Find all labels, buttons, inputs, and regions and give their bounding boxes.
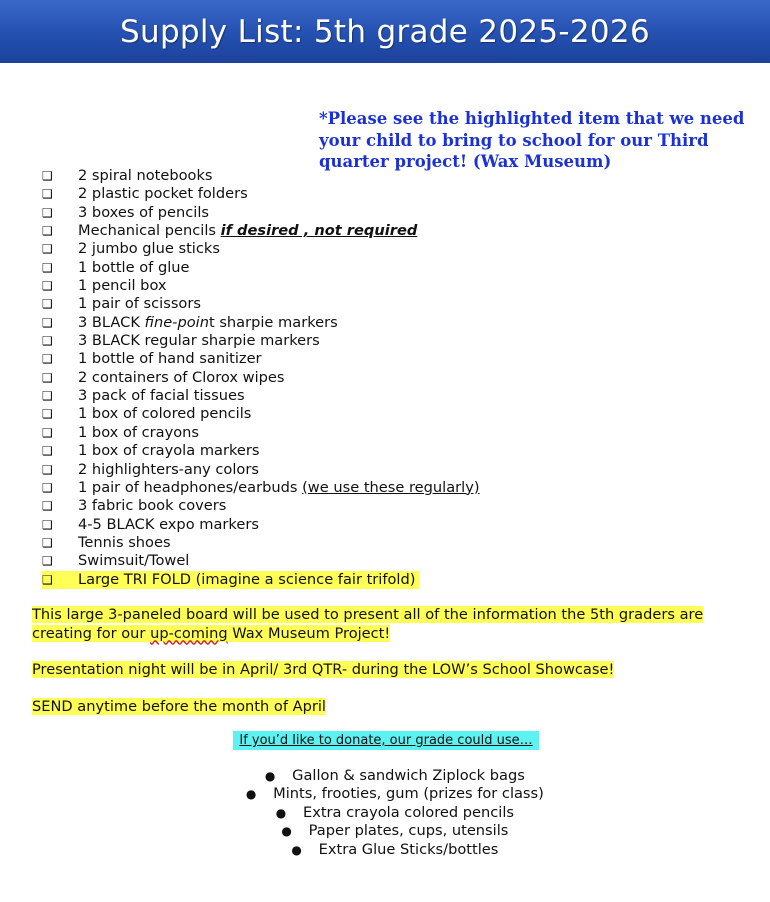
checkbox-icon: ❑: [42, 260, 53, 275]
checkbox-icon: ❑: [42, 169, 53, 183]
supply-item: [42, 185, 480, 203]
supply-item: [42, 350, 480, 368]
checkbox-icon: ❑: [42, 535, 53, 550]
bullet-icon: ●: [291, 842, 302, 857]
supply-item-label: Swimsuit/Towel: [78, 552, 190, 570]
highlight-note: *Please see the highlighted item that we need your child to bring to school for our Third quarter project! (Wax Museum): [319, 109, 745, 171]
supply-item: [42, 295, 480, 313]
supply-item: [42, 424, 480, 442]
supply-item: [42, 240, 480, 258]
supply-item: [42, 167, 480, 185]
supply-item: [42, 516, 480, 534]
presentation-night: Presentation night will be in April/ 3rd QTR- during the LOW’s School Showcase!: [32, 661, 615, 678]
donation-item: ● Gallon & sandwich Ziplock bags: [0, 767, 770, 785]
donate-heading: If you’d like to donate, our grade could use…: [233, 731, 539, 750]
supply-item-label: 3 fabric book covers: [78, 497, 227, 515]
supply-item-label: 3 BLACK regular sharpie markers: [78, 332, 320, 350]
supply-checklist: [42, 167, 480, 589]
supply-item: [42, 571, 419, 589]
checkbox-icon: ❑: [42, 279, 53, 294]
supply-item: [42, 552, 480, 570]
checkbox-icon: ❑: [42, 389, 53, 404]
supply-item: [42, 387, 480, 405]
supply-item: [42, 204, 480, 222]
supply-item-label: 3 pack of facial tissues: [78, 387, 245, 405]
supply-item: [42, 405, 480, 423]
supply-item: [42, 497, 480, 515]
supply-item-label: 1 pair of headphones/earbuds: [78, 478, 303, 496]
supply-item-label: 2 jumbo glue sticks: [78, 240, 220, 258]
usage-note: (we use these regularly): [302, 478, 480, 496]
supply-item: [42, 442, 480, 460]
checkbox-icon: ❑: [42, 407, 53, 422]
project-description: This large 3-paneled board will be used to present all of the information the 5th graders are creating for our up-coming Wax Museum Project!: [32, 606, 704, 642]
checkbox-icon: ❑: [42, 205, 53, 220]
checkbox-icon: ❑: [42, 554, 53, 569]
supply-item: [42, 277, 480, 295]
supply-item: [42, 332, 480, 350]
supply-item-label: 2 highlighters-any colors: [78, 460, 259, 478]
checkbox-icon: ❑: [42, 462, 53, 477]
supply-item: [42, 461, 480, 479]
checkbox-icon: ❑: [42, 187, 53, 202]
supply-item: [42, 259, 480, 277]
checkbox-icon: ❑: [42, 572, 53, 587]
checkbox-icon: ❑: [42, 425, 53, 440]
supply-item: ❑ 3 BLACK fine-point sharpie markers: [42, 313, 338, 331]
supply-item-label: 1 pencil box: [78, 277, 167, 295]
supply-item-label: 3 boxes of pencils: [78, 203, 210, 221]
checkbox-icon: ❑: [42, 224, 53, 239]
supply-item: [42, 479, 480, 497]
supply-item-label: Large TRI FOLD (imagine a science fair trifold): [78, 570, 416, 588]
donation-list: [0, 767, 770, 859]
supply-item-label: 1 box of colored pencils: [78, 405, 252, 423]
supply-item-label: 1 bottle of hand sanitizer: [78, 350, 262, 368]
bullet-icon: ●: [275, 805, 287, 820]
supply-item: [42, 369, 480, 387]
supply-item: [42, 534, 480, 552]
supply-item-label: 1 box of crayons: [78, 423, 200, 441]
checkbox-icon: ❑: [42, 242, 53, 257]
bullet-icon: ●: [264, 769, 276, 783]
supply-item-label: Tennis shoes: [78, 533, 171, 551]
checkbox-icon: ❑: [42, 352, 53, 367]
checkbox-icon: ❑: [42, 480, 53, 495]
checkbox-icon: ❑: [42, 499, 53, 514]
spellcheck-word: up-coming: [150, 624, 228, 642]
checkbox-icon: ❑: [42, 297, 53, 312]
supply-item-label: Mechanical pencils: [78, 222, 221, 240]
supply-item-label: t sharpie markers: [208, 313, 338, 331]
supply-item-label: 1 box of crayola markers: [78, 442, 260, 460]
supply-item-label: 2 plastic pocket folders: [78, 185, 248, 203]
donation-item: ● Extra crayola colored pencils: [0, 804, 770, 822]
checkbox-icon: ❑: [42, 444, 53, 459]
donation-item: ● Mints, frooties, gum (prizes for class): [0, 785, 770, 803]
bullet-icon: ●: [245, 787, 257, 802]
page-title: Supply List: 5th grade 2025-2026: [120, 13, 650, 50]
supply-item-label: 1 bottle of glue: [78, 258, 190, 276]
title-banner: [0, 0, 770, 63]
bullet-icon: ●: [281, 824, 292, 839]
donation-item: ● Extra Glue Sticks/bottles: [0, 841, 770, 859]
donation-item: ● Paper plates, cups, utensils: [0, 822, 770, 840]
supply-item: [42, 222, 480, 240]
checkbox-icon: ❑: [42, 370, 53, 385]
supply-item-label: 1 pair of scissors: [78, 295, 201, 313]
optional-note: if desired , not required: [220, 222, 418, 240]
checkbox-icon: ❑: [42, 334, 53, 349]
supply-item-label: 2 spiral notebooks: [78, 167, 213, 184]
supply-item-label: 2 containers of Clorox wipes: [78, 368, 285, 386]
checkbox-icon: ❑: [42, 315, 53, 330]
checkbox-icon: ❑: [42, 517, 53, 532]
supply-item-label: 4-5 BLACK expo markers: [78, 515, 259, 533]
send-deadline: SEND anytime before the month of April: [32, 698, 326, 715]
